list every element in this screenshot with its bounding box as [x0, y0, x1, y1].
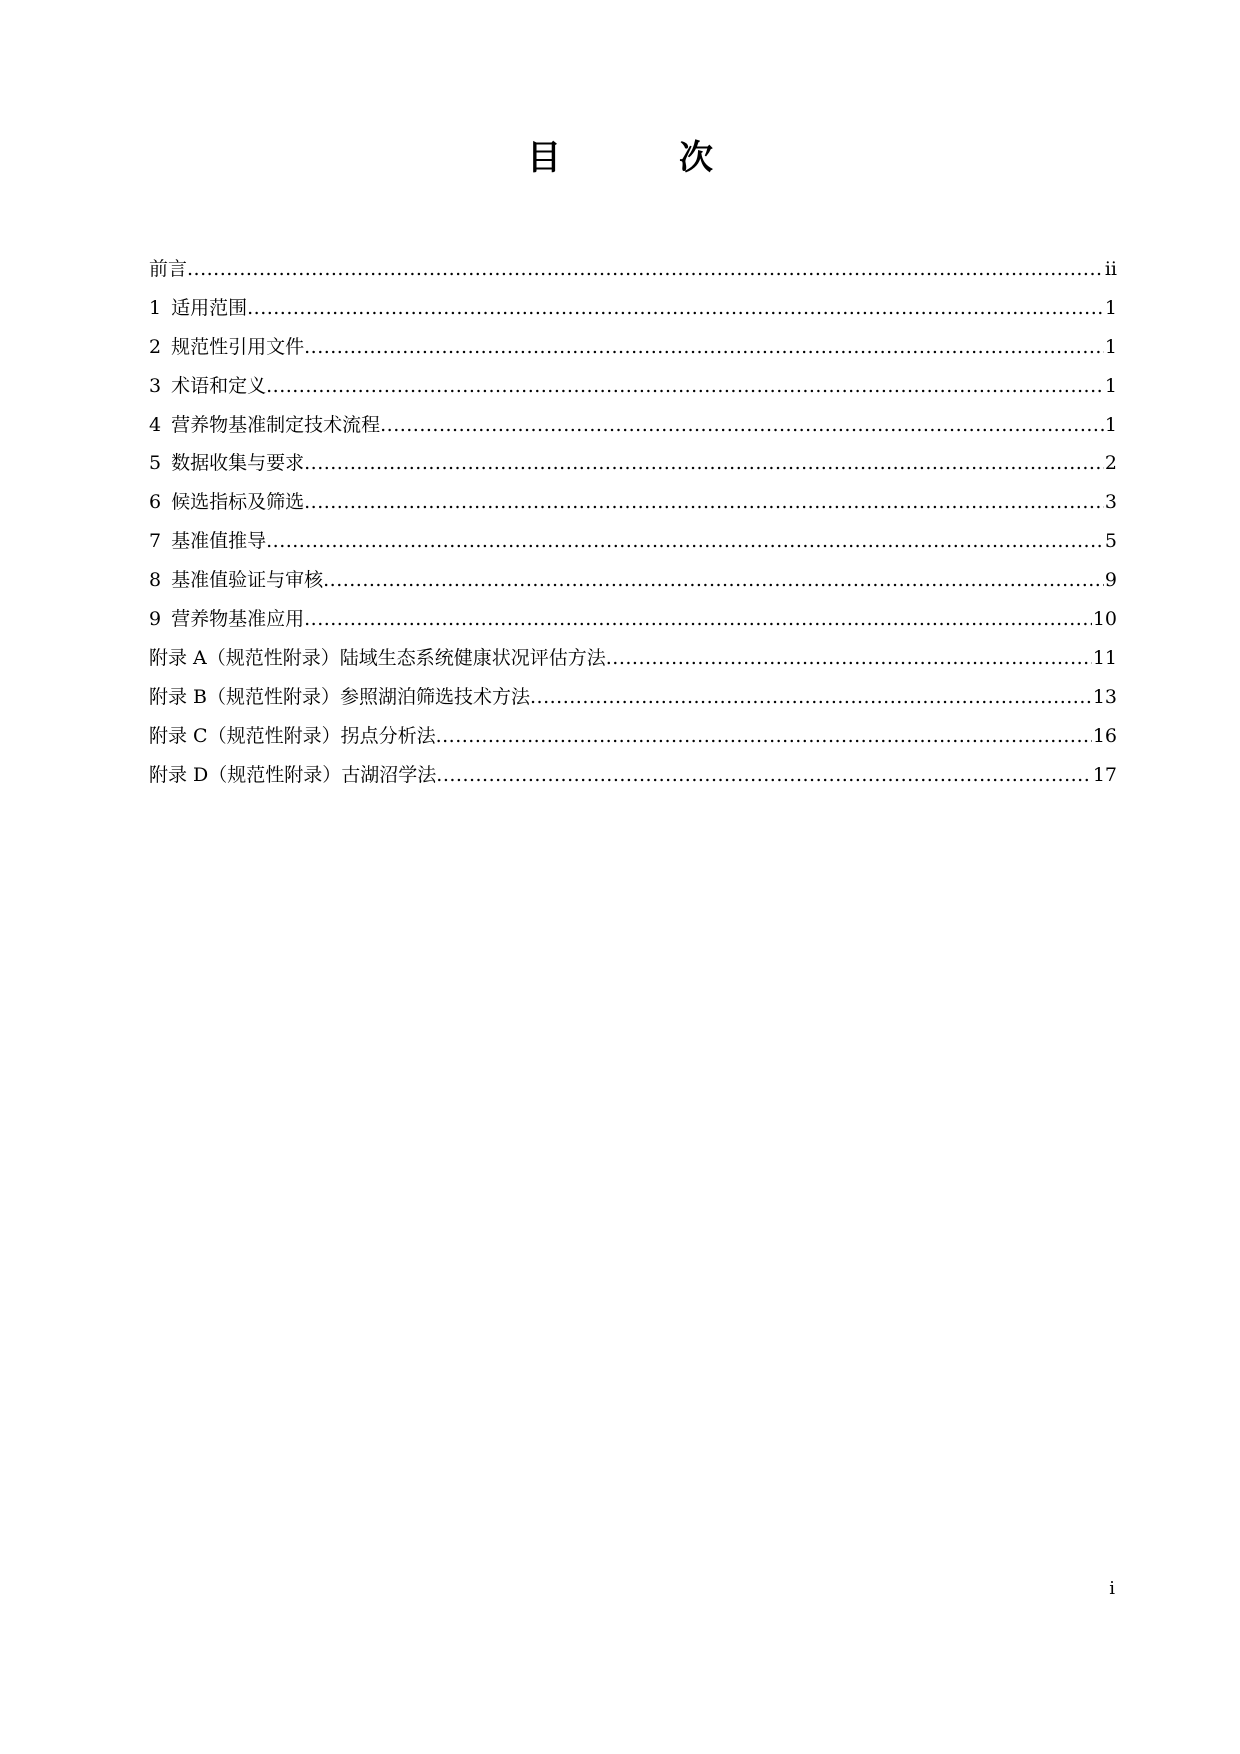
- toc-entry-7[interactable]: [149, 522, 1117, 561]
- toc-entry-preface[interactable]: [149, 250, 1117, 289]
- toc-entry-page: 13: [1092, 685, 1117, 708]
- toc-dot-leader: [266, 367, 1104, 406]
- toc-entry-text: 营养物基准应用: [171, 608, 305, 631]
- toc-dot-leader: [436, 756, 1092, 795]
- toc-dot-leader: [304, 483, 1104, 522]
- toc-dot-leader: [304, 328, 1104, 367]
- toc-entry-9[interactable]: [149, 600, 1117, 639]
- toc-entry-number: 2: [149, 335, 162, 358]
- page-number: i: [1109, 1578, 1115, 1599]
- toc-dot-leader: [606, 639, 1092, 678]
- toc-entry-label: [149, 406, 380, 445]
- toc-entry-text: 基准值验证与审核: [171, 569, 324, 592]
- toc-dot-leader: [380, 406, 1104, 445]
- toc-entry-label: [149, 367, 266, 406]
- toc-entry-number: 9: [149, 608, 162, 631]
- toc-entry-page: 11: [1092, 646, 1117, 669]
- toc-entry-text: 规范性引用文件: [171, 335, 305, 358]
- toc-entry-3[interactable]: [149, 367, 1117, 406]
- toc-entry-label: [149, 328, 304, 367]
- toc-entry-text: 适用范围: [171, 296, 248, 319]
- toc-entry-label: 前言: [149, 258, 188, 280]
- toc-entry-page: 1: [1104, 335, 1117, 358]
- toc-entry-label: [149, 600, 304, 639]
- toc-entry-page: 9: [1104, 569, 1117, 592]
- toc-entry-label: [149, 561, 323, 600]
- toc-entry-8[interactable]: [149, 561, 1117, 600]
- toc-entry-page: 1: [1104, 374, 1117, 397]
- toc-entry-text: 营养物基准制定技术流程: [171, 413, 381, 436]
- toc-dot-leader: [247, 289, 1104, 328]
- page-title: 目 次: [527, 138, 755, 178]
- toc-entry-page: 2: [1104, 452, 1117, 475]
- toc-entry-label: 附录 B（规范性附录）参照湖泊筛选技术方法: [149, 685, 531, 708]
- toc-entry-number: 1: [149, 296, 162, 319]
- toc-dot-leader: [304, 444, 1104, 483]
- toc-entry-number: 6: [149, 491, 162, 514]
- toc-entry-appendix-c[interactable]: [149, 717, 1117, 756]
- toc-entry-appendix-a[interactable]: [149, 639, 1117, 678]
- toc-entry-6[interactable]: [149, 483, 1117, 522]
- toc-entry-page: 1: [1104, 296, 1117, 319]
- toc-entry-page: 3: [1104, 491, 1117, 514]
- toc-entry-appendix-d[interactable]: [149, 756, 1117, 795]
- toc-entry-text: 数据收集与要求: [171, 452, 305, 475]
- toc-entry-page: 16: [1092, 724, 1117, 747]
- toc-entry-page: ii: [1104, 258, 1117, 280]
- toc-dot-leader: [436, 717, 1092, 756]
- toc-entry-2[interactable]: [149, 328, 1117, 367]
- toc-entry-text: 基准值推导: [171, 530, 267, 553]
- toc-entry-number: 5: [149, 452, 162, 475]
- toc-entry-4[interactable]: [149, 406, 1117, 445]
- toc-entry-label: 附录 C（规范性附录）拐点分析法: [149, 724, 436, 747]
- toc-entry-label: [149, 483, 304, 522]
- toc-entry-label: [149, 289, 247, 328]
- toc-entry-page: 5: [1104, 530, 1117, 553]
- toc-dot-leader: [187, 250, 1104, 289]
- toc-dot-leader: [266, 522, 1104, 561]
- toc-entry-label: 附录 A（规范性附录）陆域生态系统健康状况评估方法: [149, 646, 606, 669]
- toc-entry-text: 术语和定义: [171, 374, 267, 397]
- toc-dot-leader: [304, 600, 1092, 639]
- toc-entry-number: 8: [149, 569, 162, 592]
- toc-dot-leader: [530, 678, 1092, 717]
- toc-entry-number: 7: [149, 530, 162, 553]
- toc-entry-appendix-b[interactable]: [149, 678, 1117, 717]
- toc-entry-number: 4: [149, 413, 162, 436]
- toc-entry-label: [149, 444, 304, 483]
- toc-entry-5[interactable]: [149, 444, 1117, 483]
- toc-dot-leader: [323, 561, 1104, 600]
- toc-entry-label: 附录 D（规范性附录）古湖沼学法: [149, 763, 437, 786]
- table-of-contents: [149, 250, 1117, 794]
- toc-entry-label: [149, 522, 266, 561]
- toc-entry-page: 17: [1092, 763, 1117, 786]
- toc-entry-page: 10: [1092, 608, 1117, 631]
- toc-entry-1[interactable]: [149, 289, 1117, 328]
- toc-entry-text: 候选指标及筛选: [171, 491, 305, 514]
- toc-entry-page: 1: [1104, 413, 1117, 436]
- toc-entry-number: 3: [149, 374, 162, 397]
